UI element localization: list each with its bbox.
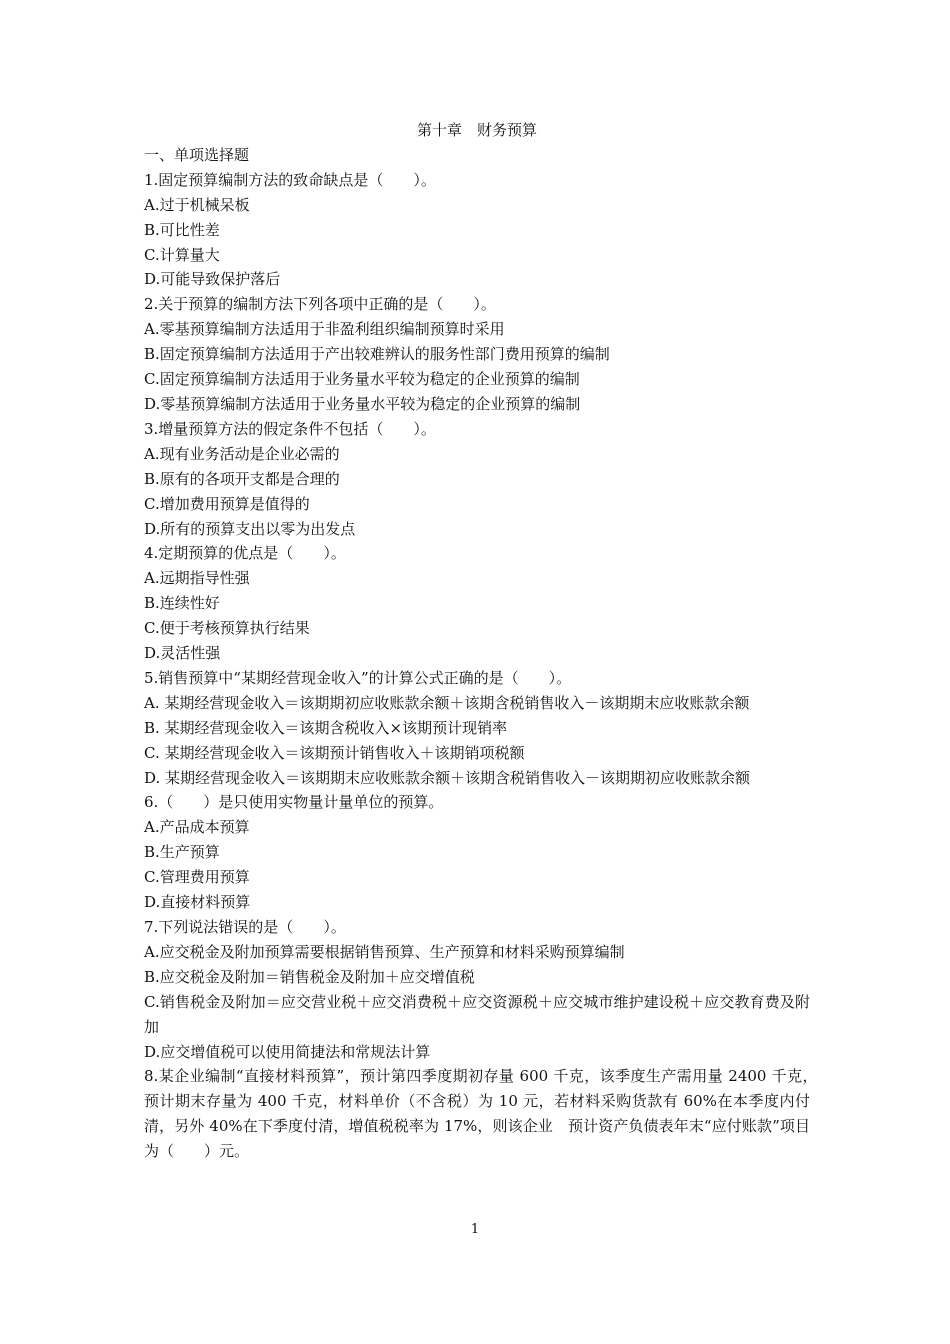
- answer-option: C.管理费用预算: [144, 868, 250, 887]
- answer-option: D. 某期经营现金收入＝该期期末应收账款余额＋该期含税销售收入－该期期初应收账款余额: [144, 768, 751, 787]
- answer-option: A.远期指导性强: [144, 569, 250, 588]
- answer-option: B.生产预算: [144, 843, 220, 862]
- question-stem: 6.（ ）是只使用实物量计量单位的预算。: [144, 793, 444, 812]
- answer-option: B.应交税金及附加＝销售税金及附加＋应交增值税: [144, 967, 475, 986]
- question-list: [144, 168, 826, 1164]
- answer-option: C.便于考核预算执行结果: [144, 619, 310, 638]
- question-stem: 7.下列说法错误的是（ ）。: [144, 918, 346, 936]
- answer-option: B.可比性差: [144, 220, 220, 239]
- answer-option: A.现有业务活动是企业必需的: [144, 444, 340, 463]
- answer-option: C.销售税金及附加＝应交营业税＋应交消费税＋应交资源税＋应交城市维护建设税＋应交教育费及附加: [144, 992, 810, 1036]
- answer-option: C.增加费用预算是值得的: [144, 494, 310, 513]
- answer-option: D.零基预算编制方法适用于业务量水平较为稳定的企业预算的编制: [144, 394, 581, 413]
- answer-option: D.所有的预算支出以零为出发点: [144, 519, 356, 538]
- chapter-title: 第十章 财务预算: [416, 121, 537, 139]
- answer-option: C.固定预算编制方法适用于业务量水平较为稳定的企业预算的编制: [144, 370, 580, 389]
- question-stem: 5.销售预算中“某期经营现金收入”的计算公式正确的是（ ）。: [144, 668, 572, 687]
- question-stem: 8.某企业编制“直接材料预算”，预计第四季度期初存量 600 千克，该季度生产需用量 2400 千克， 预计期末存量为 400 千克，材料单价（不含税）为 10 元，若材料采购货款有 60%在本季度内付清，另外 40%在下季度付清，增值税税率为 17%，则该企业 预计资产负债表年末“应付账款”项目为（ ）元。: [144, 1067, 826, 1161]
- question-stem: 1.固定预算编制方法的致命缺点是（ ）。: [144, 170, 436, 189]
- answer-option: B. 某期经营现金收入＝该期含税收入×该期预计现销率: [144, 718, 508, 737]
- answer-option: D.直接材料预算: [144, 893, 251, 912]
- question-stem: 4.定期预算的优点是（ ）。: [144, 544, 346, 563]
- question-stem: 2.关于预算的编制方法下列各项中正确的是（ ）。: [144, 295, 496, 314]
- answer-option: C.计算量大: [144, 245, 220, 264]
- answer-option: B.连续性好: [144, 594, 220, 613]
- page-number: 1: [470, 1222, 480, 1237]
- answer-option: A.应交税金及附加预算需要根据销售预算、生产预算和材料采购预算编制: [144, 942, 625, 961]
- answer-option: A. 某期经营现金收入＝该期期初应收账款余额＋该期含税销售收入－该期期末应收账款余额: [144, 693, 750, 712]
- answer-option: A.过于机械呆板: [144, 195, 250, 214]
- answer-option: B.固定预算编制方法适用于产出较难辨认的服务性部门费用预算的编制: [144, 345, 610, 364]
- answer-option: D.灵活性强: [144, 644, 221, 663]
- page-content: [144, 118, 826, 1164]
- question-stem: 3.增量预算方法的假定条件不包括（ ）。: [144, 419, 436, 438]
- answer-option: C. 某期经营现金收入＝该期预计销售收入＋该期销项税额: [144, 743, 525, 762]
- answer-option: A.零基预算编制方法适用于非盈利组织编制预算时采用: [144, 320, 505, 339]
- answer-option: B.原有的各项开支都是合理的: [144, 469, 340, 488]
- answer-option: D.可能导致保护落后: [144, 270, 281, 289]
- answer-option: A.产品成本预算: [144, 818, 250, 837]
- answer-option: D.应交增值税可以使用简捷法和常规法计算: [144, 1042, 431, 1061]
- section-heading: 一、单项选择题: [144, 145, 250, 164]
